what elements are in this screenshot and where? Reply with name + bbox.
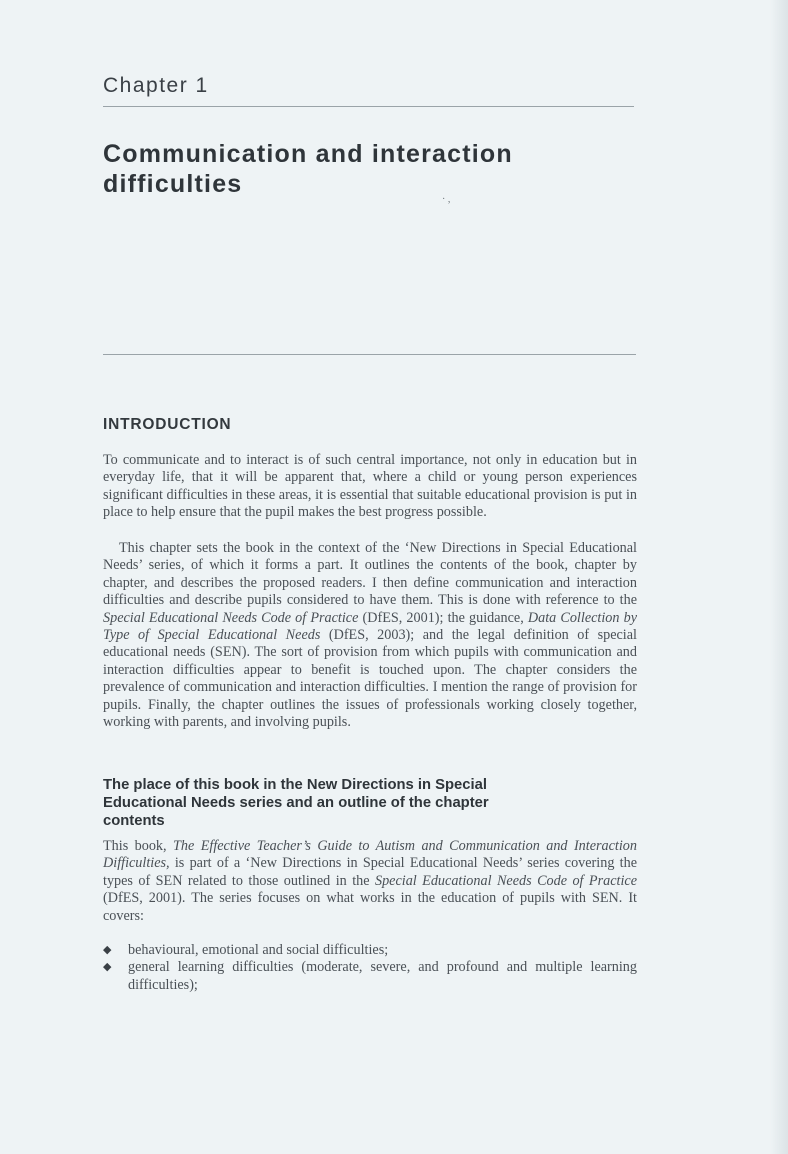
title-rule [103,354,636,355]
list-item [103,959,637,994]
series-bullet-list [103,942,637,994]
italic-title: Special Educational Needs Code of Practice [374,872,637,889]
list-item-text: general learning difficulties (moderate, severe, and profound and multiple learning difficulties); [128,959,637,993]
page-edge-shadow [770,0,788,1154]
introduction-heading: INTRODUCTION [103,416,232,433]
introduction-paragraph-1: To communicate and to interact is of such central importance, not only in education but in everyday life, that it will be apparent that, where a child or young person experiences significant difficulties in these areas, it is essential that suitable educational provision is put in place to help ensure that the pupil makes the best progress possible. [103,452,637,521]
text-run: (DfES, 2001); the guidance, [358,609,528,626]
chapter-title: Communication and interaction difficulties [103,140,513,198]
chapter-rule [103,106,634,107]
diamond-bullet-icon: ◆ [103,961,112,974]
italic-title: Data Collection by Type of Special Educational Needs [103,609,637,644]
series-section-heading: The place of this book in the New Directions in Special Educational Needs series and an outline of the chapter contents [103,777,489,829]
series-paragraph [103,838,637,925]
introduction-paragraph-2 [103,540,637,731]
text-run: (DfES, 2001). The series focuses on what works in the education of pupils with SEN. It covers: [103,890,637,924]
list-item-text: behavioural, emotional and social difficulties; [128,942,389,958]
text-run: This chapter sets the book in the context of the ‘New Directions in Special Educational Needs’ series, of which it forms a part. It outlines the contents of the book, chapter by chapter, and describes the proposed readers. I then define communication and interaction difficulties and describe pupils considered to have them. This is done with reference to the [103,540,637,609]
diamond-bullet-icon: ◆ [103,944,112,956]
italic-title: The Effective Teacher’s Guide to Autism and Communication and Interaction Difficulties, [103,838,637,872]
print-speck: · , [442,194,451,205]
text-run: is part of a ‘New Directions in Special Educational Needs’ series covering the types of SEN related to those outlined in the [103,855,637,889]
chapter-label: Chapter 1 [103,74,209,97]
text-run: (DfES, 2003); and the legal definition of special educational needs (SEN). The sort of provision from which pupils with communication and interaction difficulties appear to benefit is touched upon. The chapter considers the prevalence of communication and interaction difficulties. I mention the range of provision for pupils. Finally, the chapter outlines the issues of professionals working closely together, working with parents, and involving pupils. [103,627,637,731]
text-run: This book, [103,838,173,854]
list-item [103,942,637,959]
italic-title: Special Educational Needs Code of Practice [103,609,359,626]
